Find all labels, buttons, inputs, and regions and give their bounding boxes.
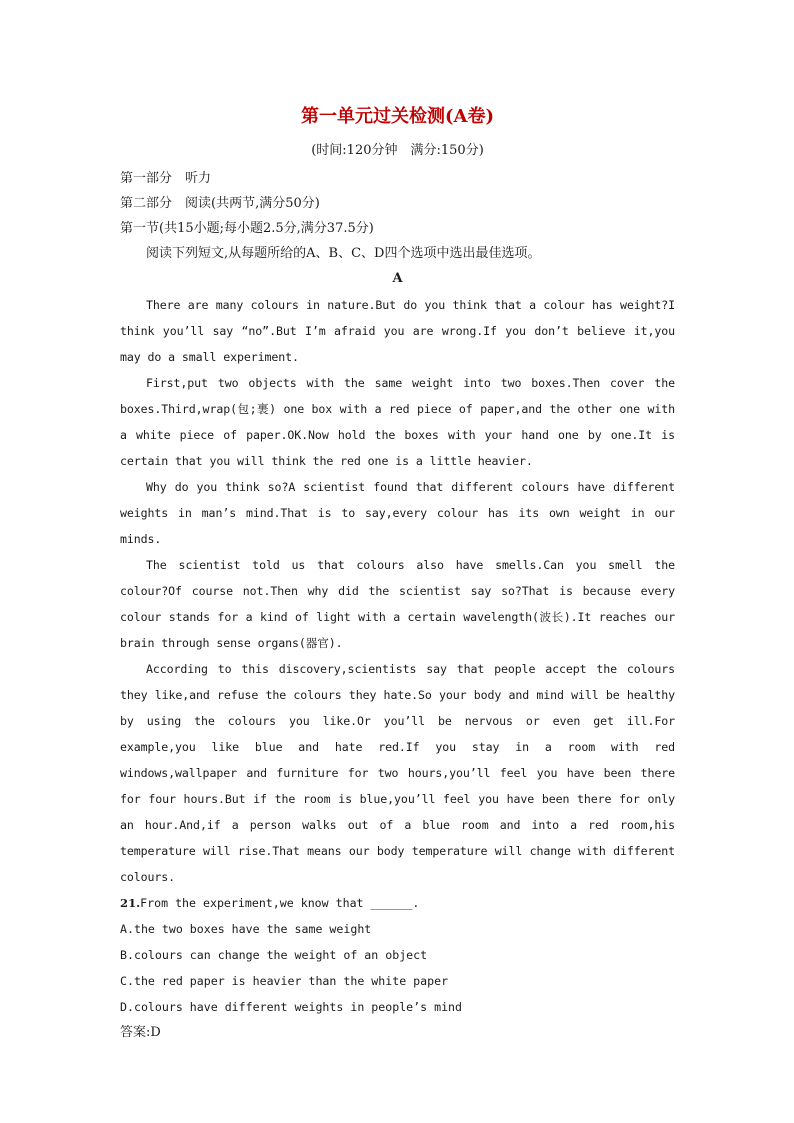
page-title: 第一单元过关检测(A卷) (301, 106, 494, 127)
option-a: A.the two boxes have the same weight (120, 922, 372, 936)
option-c: C.the red paper is heavier than the white paper (120, 974, 449, 988)
passage-paragraph: First,put two objects with the same weight into two boxes.Then cover the boxes.Third,wrap(包;裹) one box with a red piece of paper,and the other one with a white piece of paper.OK.Now hold the boxes with your hand one by one.It is certain that you will think the red one is a little heavier. (120, 376, 675, 468)
passage-paragraph: The scientist told us that colours also have smells.Can you smell the colour?Of course not.Then why did the scientist say so?That is because every colour stands for a kind of light with a certain wavelength(波长).It reaches our brain through sense organs(器官). (120, 558, 675, 650)
option-b: B.colours can change the weight of an object (120, 948, 428, 962)
passage-letter: A (392, 271, 403, 286)
section-one-heading: 第一节(共15小题;每小题2.5分,满分37.5分) (120, 221, 374, 236)
option-d: D.colours have different weights in people’s mind (120, 1000, 463, 1014)
passage-paragraph: According to this discovery,scientists say that people accept the colours they like,and refuse the colours they hate.So your body and mind will be healthy by using the colours you like.Or you’ll be nervous or even get ill.For example,you like blue and hate red.If you stay in a room with red windows,wallpaper and furniture for two hours,you’ll feel you have been there for four hours.But if the room is blue,you’ll feel you have been there for only an hour.And,if a person walks out of a blue room and into a red room,his temperature will rise.That means our body temperature will change with different colours. (120, 662, 675, 884)
question-number: 21. (120, 896, 141, 910)
passage-paragraph: Why do you think so?A scientist found that different colours have different weights in man’s mind.That is to say,every colour has its own weight in our minds. (120, 480, 675, 546)
reading-instruction: 阅读下列短文,从每题所给的A、B、C、D四个选项中选出最佳选项。 (146, 246, 541, 261)
document-page (120, 104, 675, 1046)
part-two-heading: 第二部分 阅读(共两节,满分50分) (120, 196, 320, 211)
passage-paragraph: There are many colours in nature.But do you think that a colour has weight?I think you’ll say “no”.But I’m afraid you are wrong.If you don’t believe it,you may do a small experiment. (120, 298, 675, 364)
question-stem: From the experiment,we know that ______. (140, 896, 420, 910)
exam-time-info: (时间:120分钟 满分:150分) (311, 143, 484, 158)
part-one-heading: 第一部分 听力 (120, 171, 212, 186)
question-21 (120, 890, 675, 916)
answer-key: 答案:D (120, 1025, 161, 1040)
passage-body (120, 292, 675, 890)
